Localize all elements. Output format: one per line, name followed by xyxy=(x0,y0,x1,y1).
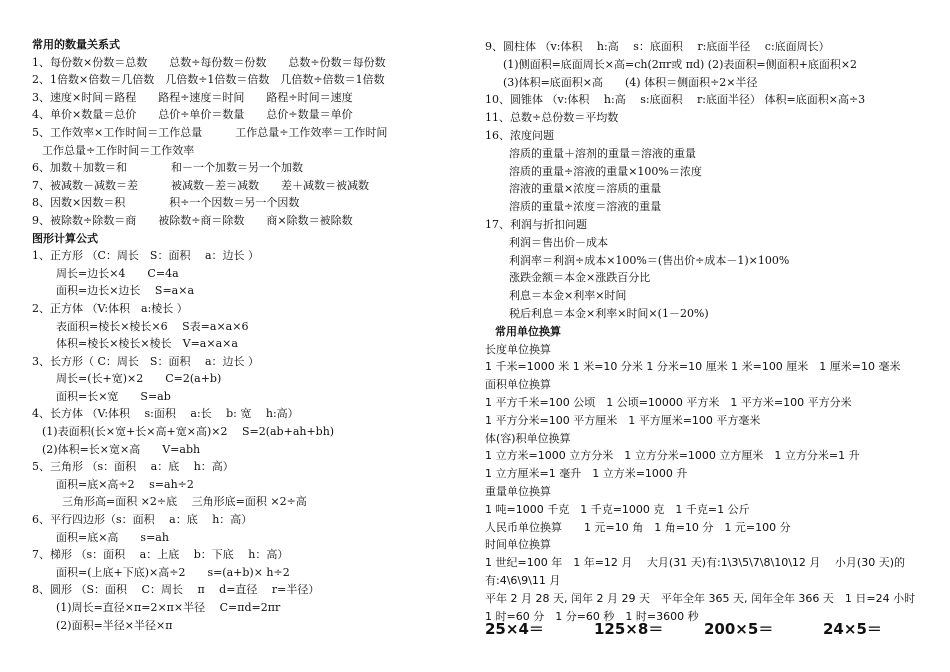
right-line: 9、圆柱体 （v:体积 h:高 s：底面积 r:底面半径 c:底面周长） xyxy=(485,40,830,53)
right-line: 1 时=60 分 1 分=60 秒 1 时=3600 秒 xyxy=(485,609,699,623)
right-line: 溶液的重量×浓度＝溶质的重量 xyxy=(509,182,662,196)
left-line: (2)面积=半径×半径×π xyxy=(56,618,173,632)
right-line: 重量单位换算 xyxy=(485,484,551,498)
left-line: 8、圆形 （S：面积 C：周长 π d=直径 r=半径） xyxy=(32,583,320,597)
left-line: 2、1倍数×倍数＝几倍数 几倍数÷1倍数＝倍数 几倍数÷倍数＝1倍数 xyxy=(32,73,385,87)
left-line: 6、加数＋加数＝和 和－一个加数＝另一个加数 xyxy=(32,161,303,175)
right-line: 常用单位换算 xyxy=(495,324,561,338)
left-line: (1)表面积(长×宽+长×高+宽×高)×2 S=2(ab+ah+bh) xyxy=(42,425,335,439)
left-line: 周长=(长+宽)×2 C=2(a+b) xyxy=(56,372,222,386)
left-line: 4、长方体 （V:体积 s:面积 a:长 b: 宽 h:高） xyxy=(32,407,299,421)
right-line: 溶质的重量＋溶剂的重量＝溶液的重量 xyxy=(509,146,696,160)
left-line: 面积=(上底+下底)×高÷2 s=(a+b)× h÷2 xyxy=(56,565,290,579)
right-line: 平年 2 月 28 天, 闰年 2 月 29 天 平年全年 365 天, 闰年全年 366 天 1 日=24 小时 xyxy=(485,591,916,605)
right-line: 17、利润与折扣问题 xyxy=(485,217,587,231)
left-line: 面积=长×宽 S=ab xyxy=(56,389,171,403)
right-line: 时间单位换算 xyxy=(485,538,551,552)
right-line: 1 吨=1000 千克 1 千克=1000 克 1 千克=1 公斤 xyxy=(485,502,750,516)
right-line: 1 平方分米=100 平方厘米 1 平方厘米=100 平方毫米 xyxy=(485,413,761,427)
left-line: 6、平行四边形（s：面积 a：底 h：高） xyxy=(32,513,253,527)
right-line: 溶质的重量÷浓度＝溶液的重量 xyxy=(509,200,662,214)
right-line: 10、圆锥体 （v:体积 h:高 s:底面积 r:底面半径） 体积=底面积×高÷3 xyxy=(485,93,866,107)
drill-problem-1: 25×4＝ xyxy=(485,620,544,638)
right-line: 利润率＝利润÷成本×100%＝(售出价÷成本－1)×100% xyxy=(509,253,790,267)
left-line: 5、三角形 （s：面积 a：底 h：高） xyxy=(32,460,234,474)
left-line: 8、因数×因数＝积 积÷一个因数＝另一个因数 xyxy=(32,196,300,210)
right-line: 利润＝售出价－成本 xyxy=(509,235,608,249)
left-line: 体积=棱长×棱长×棱长 V=a×a×a xyxy=(56,337,238,351)
right-line: 涨跌金额＝本金×涨跌百分比 xyxy=(509,271,651,285)
right-line: 税后利息＝本金×利率×时间×(1－20%) xyxy=(509,306,709,320)
right-line: 人民币单位换算 1 元=10 角 1 角=10 分 1 元=100 分 xyxy=(485,520,791,534)
left-line: 3、长方形（ C：周长 S：面积 a：边长 ） xyxy=(32,354,259,368)
left-line: 7、梯形 （s：面积 a：上底 b：下底 h：高） xyxy=(32,548,289,562)
left-line: 工作总量÷工作时间＝工作效率 xyxy=(42,143,195,157)
right-line: 1 千米=1000 米 1 米=10 分米 1 分米=10 厘米 1 米=100 厘米 1 厘米=10 毫米 xyxy=(485,360,901,374)
right-line: 面积单位换算 xyxy=(485,378,551,392)
drill-problem-4: 24×5＝ xyxy=(823,620,882,638)
right-line: 1 立方厘米=1 毫升 1 立方米=1000 升 xyxy=(485,467,688,481)
right-line: 1 世纪=100 年 1 年=12 月 大月(31 天)有:1\3\5\7\8\10\12 月 小月(30 天)的 xyxy=(485,556,905,570)
right-line: 体(容)积单位换算 xyxy=(485,431,571,445)
left-line: 7、被减数－减数＝差 被减数－差＝减数 差＋减数＝被减数 xyxy=(32,178,369,192)
left-line: 面积=底×高÷2 s=ah÷2 xyxy=(56,477,194,491)
left-line: 2、正方体 （V:体积 a:棱长 ） xyxy=(32,301,188,315)
drill-problem-3: 200×5＝ xyxy=(704,620,774,638)
left-line: 表面积=棱长×棱长×6 S表=a×a×6 xyxy=(56,319,249,333)
left-line: 4、单价×数量＝总价 总价÷单价＝数量 总价÷数量＝单价 xyxy=(32,108,353,122)
right-line: 1 立方米=1000 立方分米 1 立方分米=1000 立方厘米 1 立方分米=1 升 xyxy=(485,449,860,463)
left-line: 常用的数量关系式 xyxy=(32,38,120,51)
left-line: 周长=边长×4 C=4a xyxy=(56,266,179,280)
left-line: 5、工作效率×工作时间＝工作总量 工作总量÷工作效率＝工作时间 xyxy=(32,125,388,139)
left-line: (1)周长=直径×π=2×π×半径 C=πd=2πr xyxy=(56,601,281,614)
right-line: 溶质的重量÷溶液的重量×100%＝浓度 xyxy=(509,164,702,178)
right-line: 有:4\6\9\11 月 xyxy=(485,573,561,587)
right-column xyxy=(485,38,935,625)
left-column xyxy=(32,36,472,634)
right-line: (1)侧面积=底面周长×高=ch(2πr或 πd) (2)表面积=侧面积+底面积×2 xyxy=(503,57,858,71)
drill-problems xyxy=(485,618,935,640)
drill-problem-2: 125×8＝ xyxy=(594,620,664,638)
right-line: 16、浓度问题 xyxy=(485,128,554,142)
left-line: 三角形高=面积 ×2÷底 三角形底=面积 ×2÷高 xyxy=(62,495,307,509)
left-line: (2)体积=长×宽×高 V=abh xyxy=(42,442,201,456)
left-line: 1、每份数×份数＝总数 总数÷每份数＝份数 总数÷份数＝每份数 xyxy=(32,55,386,69)
left-line: 面积=边长×边长 S=a×a xyxy=(56,284,195,298)
left-line: 9、被除数÷除数＝商 被除数÷商＝除数 商×除数＝被除数 xyxy=(32,213,353,227)
left-line: 面积=底×高 s=ah xyxy=(56,530,169,544)
right-line: 1 平方千米=100 公顷 1 公顷=10000 平方米 1 平方米=100 平方分米 xyxy=(485,395,852,409)
right-line: 长度单位换算 xyxy=(485,342,551,356)
right-line: 利息＝本金×利率×时间 xyxy=(509,289,627,303)
left-line: 3、速度×时间＝路程 路程÷速度＝时间 路程÷时间＝速度 xyxy=(32,90,353,104)
left-line: 1、正方形 （C：周长 S：面积 a：边长 ） xyxy=(32,249,259,263)
right-line: 11、总数÷总份数＝平均数 xyxy=(485,111,619,125)
left-line: 图形计算公式 xyxy=(32,231,98,245)
right-line: (3)体积=底面积×高 (4) 体积＝侧面积÷2×半径 xyxy=(503,75,758,89)
